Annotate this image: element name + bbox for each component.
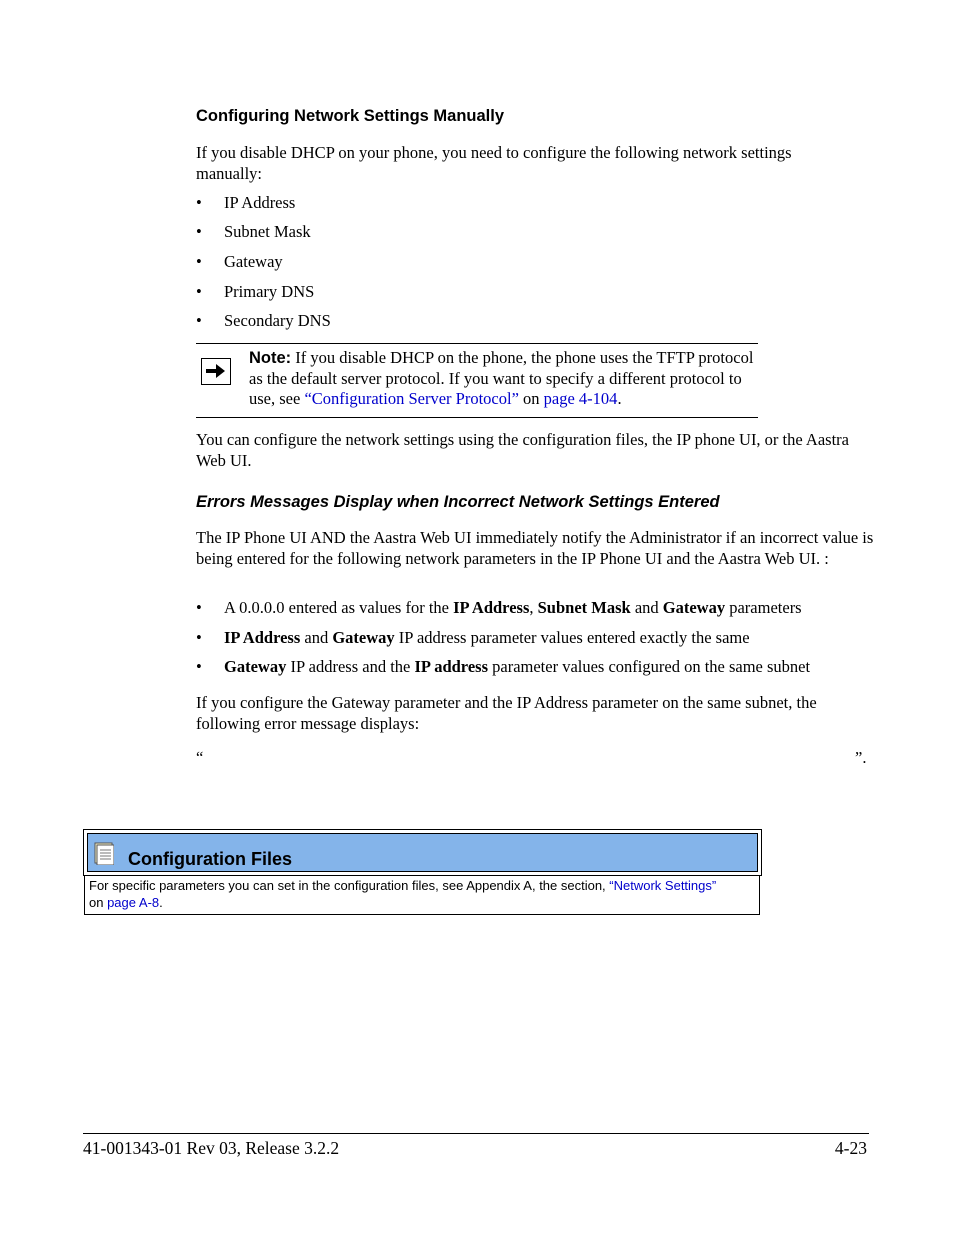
list-item-text: Secondary DNS [224, 311, 331, 330]
page-4-104-link[interactable]: page 4-104 [543, 389, 618, 408]
note-label: Note: [249, 349, 292, 367]
configuration-files-body [84, 875, 760, 915]
list-item-text: Primary DNS [224, 282, 315, 301]
config-methods-paragraph: You can configure the network settings using the configuration files, the IP phone UI, or the Aastra Web UI. [196, 430, 849, 470]
errors-intro-paragraph: The IP Phone UI AND the Aastra Web UI immediately notify the Administrator if an incorrect value is being entered for the following network parameters in the IP Phone UI and the Aastra Web UI. : [196, 528, 874, 568]
configuration-files-title: Configuration Files [128, 849, 292, 869]
bullet: • [196, 311, 202, 330]
bullet: • [196, 628, 202, 647]
bullet: • [196, 252, 202, 271]
note-mid: on [518, 389, 544, 408]
bullet: • [196, 222, 202, 241]
list-item-text: Gateway IP address and the IP address parameter values configured on the same subnet [224, 657, 811, 676]
note-text [249, 348, 759, 410]
page-a-8-link[interactable]: page A-8 [107, 895, 160, 910]
bullet: • [196, 193, 202, 212]
note-end: . [617, 389, 622, 408]
errors-heading: Errors Messages Display when Incorrect Network Settings Entered [196, 493, 720, 511]
note-box [196, 343, 758, 418]
bullet: • [196, 282, 202, 301]
configuration-files-box [83, 829, 762, 916]
list-item-text: A 0.0.0.0 entered as values for the IP Address, Subnet Mask and Gateway parameters [224, 598, 802, 617]
bullet: • [196, 657, 202, 676]
list-item-text: Subnet Mask [224, 222, 311, 241]
configuration-files-header-frame [83, 829, 762, 876]
document-icon [94, 842, 114, 865]
section-heading: Configuring Network Settings Manually [196, 107, 505, 125]
list-item-text: IP Address [224, 193, 296, 212]
arrow-right-icon [201, 358, 231, 385]
configuration-files-header [87, 833, 758, 872]
configuration-files-text: For specific parameters you can set in the configuration files, see Appendix A, the section, “Network Settings” on page A-8. [89, 878, 717, 910]
list-item-text: Gateway [224, 252, 283, 271]
footer-page-number: 4-23 [834, 1138, 867, 1158]
gateway-paragraph: If you configure the Gateway parameter and the IP Address parameter on the same subnet, the following error message displays: [196, 693, 817, 733]
intro-paragraph: If you disable DHCP on your phone, you need to configure the following network settings manually: [196, 143, 792, 183]
quote-open: “ [196, 748, 204, 767]
footer-document-id: 41-001343-01 Rev 03, Release 3.2.2 [83, 1138, 340, 1158]
list-item-text: IP Address and Gateway IP address parameter values entered exactly the same [224, 628, 750, 647]
note-body: If you disable DHCP on the phone, the phone uses the TFTP protocol as the default server protocol. If you want to specify a different protocol to use, see [249, 348, 754, 408]
config-server-protocol-link[interactable]: “Configuration Server Protocol” [304, 389, 519, 408]
quote-close: ”. [855, 748, 867, 767]
network-settings-link[interactable]: “Network Settings” [609, 878, 717, 893]
bullet: • [196, 598, 202, 617]
footer-divider [83, 1133, 869, 1134]
